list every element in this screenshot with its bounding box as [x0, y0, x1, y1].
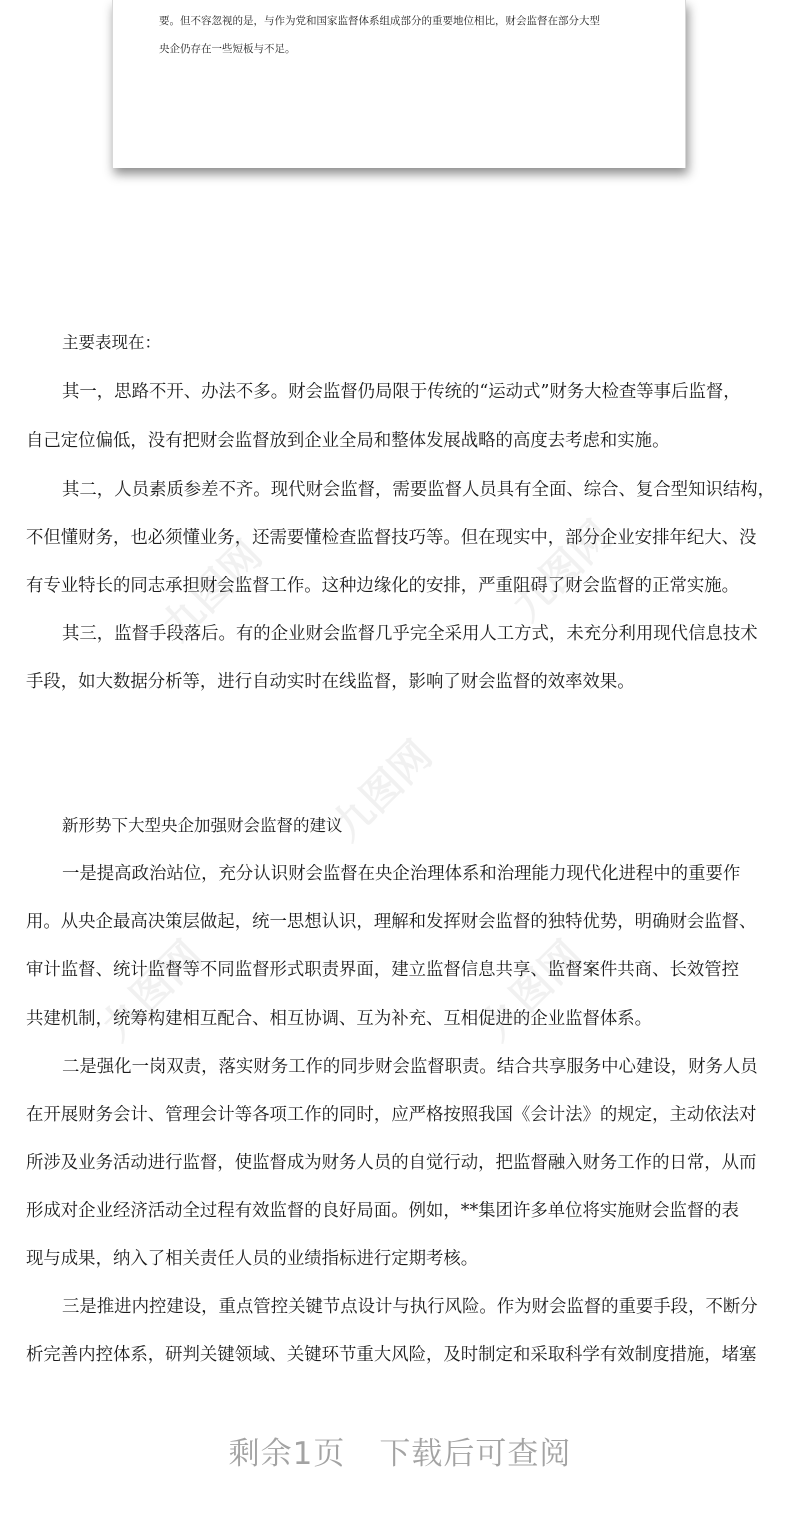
- remaining-pages-banner[interactable]: [0, 1428, 800, 1473]
- paragraph-line: 有专业特长的同志承担财会监督工作。这种边缘化的安排，严重阻碍了财会监督的正常实施。: [26, 576, 740, 596]
- paragraph-line: 不但懂财务，也必须懂业务，还需要懂检查监督技巧等。但在现实中，部分企业安排年纪大、没: [26, 528, 757, 548]
- paragraph-line: 审计监督、统计监督等不同监督形式职责界面，建立监督信息共享、监督案件共商、长效管控: [26, 960, 740, 980]
- paragraph-line: 其二，人员素质参差不齐。现代财会监督，需要监督人员具有全面、综合、复合型知识结构，: [62, 480, 776, 500]
- paragraph-line: 三是推进内控建设，重点管控关键节点设计与执行风险。作为财会监督的重要手段，不断分: [62, 1297, 758, 1317]
- preview-line: 要。但不容忽视的是，与作为党和国家监督体系组成部分的重要地位相比，财会监督在部分大型: [159, 15, 600, 27]
- download-to-view-link[interactable]: 下载后可查阅: [379, 1436, 572, 1472]
- paragraph-line: 自己定位偏低，没有把财会监督放到企业全局和整体发展战略的高度去考虑和实施。: [26, 431, 670, 451]
- paragraph-line: 在开展财务会计、管理会计等各项工作的同时，应严格按照我国《会计法》的规定，主动依法对: [26, 1105, 757, 1125]
- paragraph-line: 用。从央企最高决策层做起，统一思想认识，理解和发挥财会监督的独特优势，明确财会监督、: [26, 912, 757, 932]
- paragraph-line: 所涉及业务活动进行监督，使监督成为财务人员的自觉行动，把监督融入财务工作的日常，从而: [26, 1153, 757, 1173]
- paragraph-line: 二是强化一岗双责，落实财务工作的同步财会监督职责。结合共享服务中心建设，财务人员: [62, 1057, 758, 1077]
- document-preview-card: [112, 0, 686, 168]
- paragraph-line: 手段，如大数据分析等，进行自动实时在线监督，影响了财会监督的效率效果。: [26, 672, 635, 692]
- paragraph-line: 现与成果，纳入了相关责任人员的业绩指标进行定期考核。: [26, 1249, 479, 1269]
- watermark: 九图网: [323, 732, 442, 850]
- paragraph-line: 其一，思路不开、办法不多。财会监督仍局限于传统的“运动式”财务大检查等事后监督，: [62, 382, 741, 402]
- paragraph-line: 析完善内控体系，研判关键领域、关键环节重大风险，及时制定和采取科学有效制度措施，堵塞: [26, 1345, 757, 1365]
- preview-line: 央企仍存在一些短板与不足。: [159, 43, 296, 55]
- paragraph-line: 其三，监督手段落后。有的企业财会监督几乎完全采用人工方式，未充分利用现代信息技术: [62, 624, 758, 644]
- section-heading: 主要表现在：: [62, 333, 161, 352]
- watermark: 九图网: [503, 512, 622, 630]
- paragraph-line: 形成对企业经济活动全过程有效监督的良好局面。例如，**集团许多单位将实施财会监督的表: [26, 1201, 740, 1221]
- watermark: 九图网: [93, 932, 212, 1050]
- watermark: 九图网: [153, 532, 272, 650]
- watermark: 九图网: [473, 932, 592, 1050]
- remaining-pages-count: 剩余1页: [228, 1436, 346, 1472]
- paragraph-line: 一是提高政治站位，充分认识财会监督在央企治理体系和治理能力现代化进程中的重要作: [62, 864, 741, 884]
- section-heading: 新形势下大型央企加强财会监督的建议: [62, 816, 343, 835]
- paragraph-line: 共建机制，统筹构建相互配合、相互协调、互为补充、互相促进的企业监督体系。: [26, 1009, 653, 1029]
